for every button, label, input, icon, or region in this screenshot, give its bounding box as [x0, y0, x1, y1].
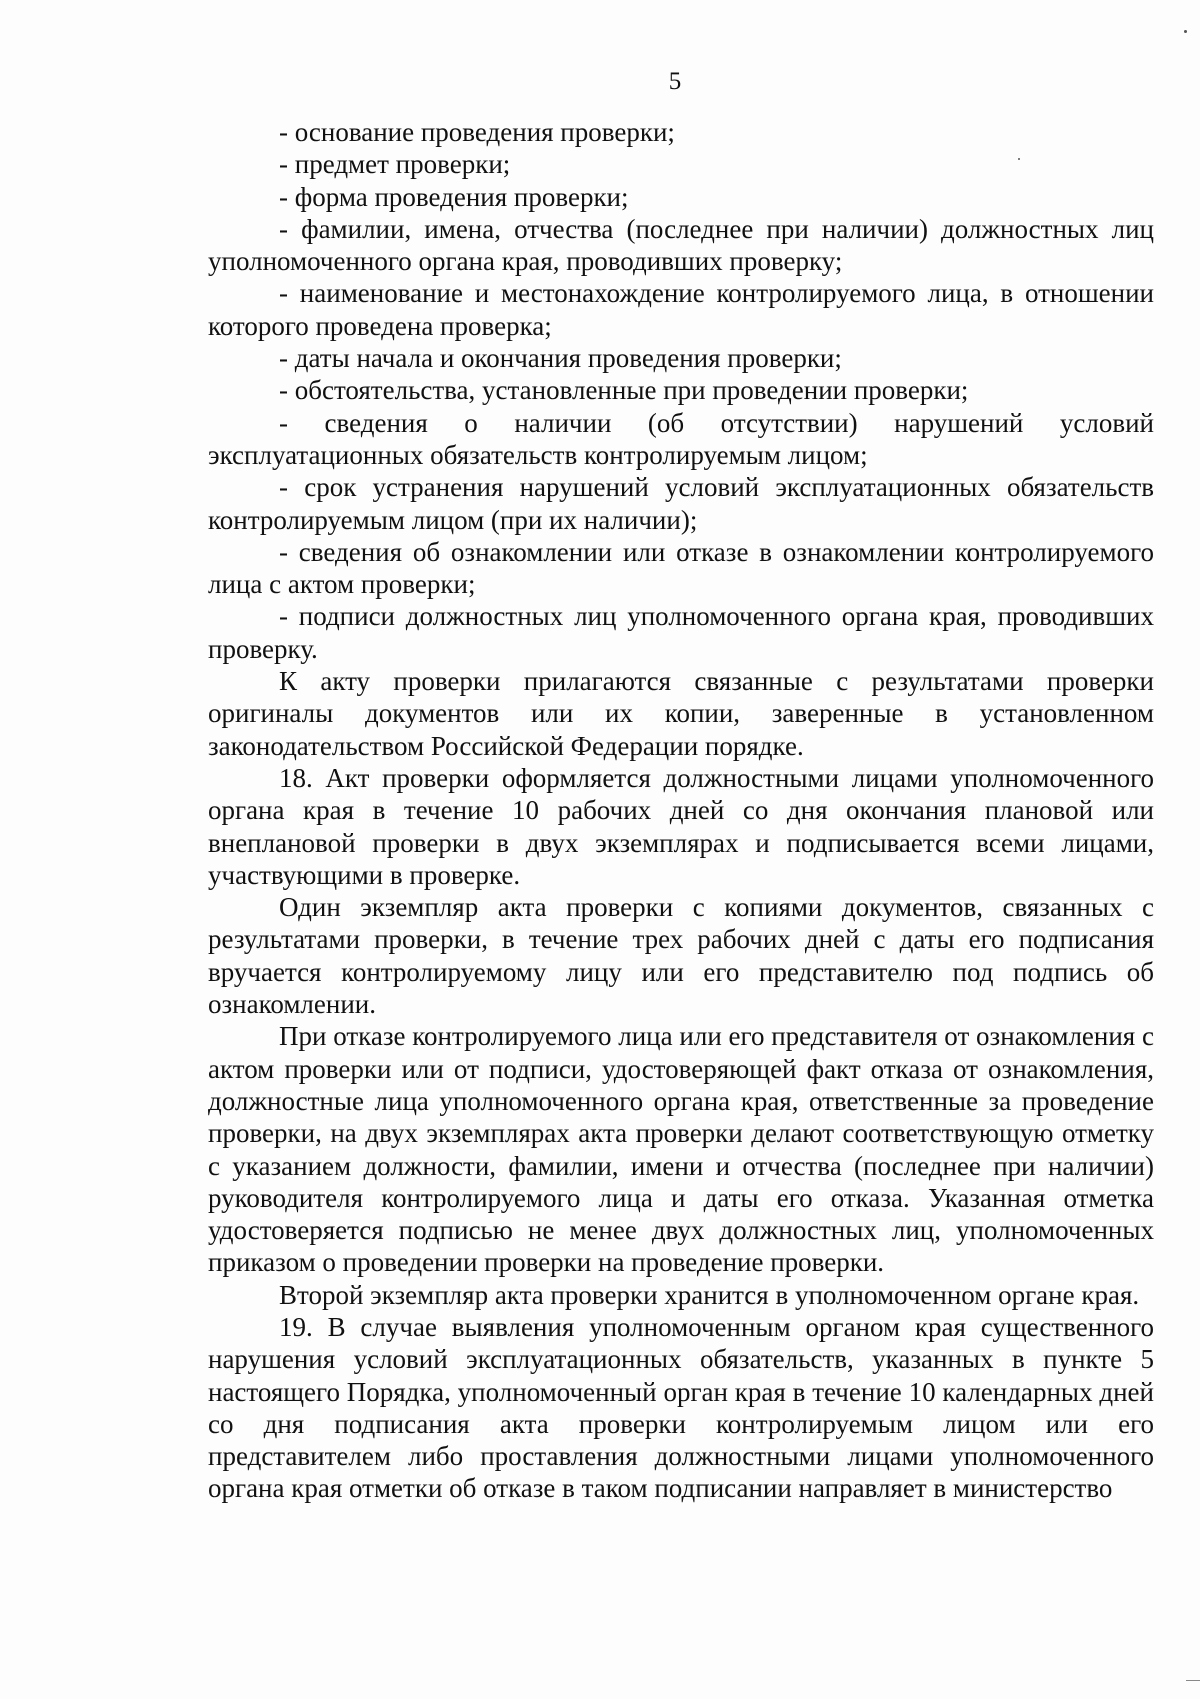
list-item-acquaintance: - сведения об ознакомлении или отказе в ознакомлении контролируемого лица с актом проверки;: [208, 536, 1154, 600]
list-item-officials: - фамилии, имена, отчества (последнее при наличии) должностных лиц уполномоченного органа края, проводивших проверку;: [208, 213, 1154, 277]
paragraph-attachments: К акту проверки прилагаются связанные с результатами проверки оригиналы документов или их копии, заверенные в установленном законодательством Российской Федерации порядке.: [208, 666, 1154, 761]
list-item-deadline: - срок устранения нарушений условий эксплуатационных обязательств контролируемым лицом (при их наличии);: [208, 472, 1154, 535]
list-item-subject: - предмет проверки;: [279, 149, 511, 180]
list-item-controlled-person: - наименование и местонахождение контролируемого лица, в отношении которого проведена проверка;: [208, 278, 1154, 341]
scan-speck: [1018, 158, 1020, 160]
paragraph-copy-one: Один экземпляр акта проверки с копиями документов, связанных с результатами проверки, в течение трех рабочих дней с даты его подписания вручается контролируемому лицу или его представителю под подпись об ознакомлении.: [208, 892, 1154, 1020]
paragraph-copy-two: Второй экземпляр акта проверки хранится в уполномоченном органе края.: [279, 1279, 1140, 1310]
list-item-dates: - даты начала и окончания проведения проверки;: [279, 343, 842, 374]
list-item-signatures: - подписи должностных лиц уполномоченного органа края, проводивших проверку.: [208, 601, 1154, 664]
list-item-form: - форма проведения проверки;: [279, 181, 629, 212]
list-item-basis: - основание проведения проверки;: [279, 117, 675, 147]
scan-mark: [1186, 1680, 1200, 1681]
page-number: 5: [668, 68, 682, 95]
paragraph-refusal: При отказе контролируемого лица или его представителя от ознакомления с актом проверки или от подписи, удостоверяющей факт отказа от ознакомления, должностные лица уполномоченного органа края, ответственные за проведение проверки, на двух экземплярах акта проверки делают соответствующую отметку с указанием должности, фамилии, имени и отчества (последнее при наличии) руководителя контролируемого лица и даты его отказа. Указанная отметка удостоверяется подписью не менее двух должностных лиц, уполномоченных приказом о проведении проверки на проведение проверки.: [208, 1021, 1154, 1278]
paragraph-18: 18. Акт проверки оформляется должностными лицами уполномоченного органа края в течение 10 рабочих дней со дня окончания плановой или внеплановой проверки в двух экземплярах и подписывается всеми лицами, участвующими в проверке.: [208, 762, 1154, 890]
scan-speck: [1184, 30, 1187, 33]
paragraph-19: 19. В случае выявления уполномоченным органом края существенного нарушения условий эксплуатационных обязательств, указанных в пункте 5 настоящего Порядка, уполномоченный орган края в течение 10 календарных дней со дня подписания акта проверки контролируемым лицом или его представителем либо проставления должностными лицами уполномоченного органа края отметки об отказе в таком подписании направляет в министерство: [208, 1311, 1154, 1504]
list-item-violations: - сведения о наличии (об отсутствии) нарушений условий эксплуатационных обязательств контролируемым лицом;: [208, 407, 1154, 470]
list-item-circumstances: - обстоятельства, установленные при проведении проверки;: [279, 375, 969, 406]
document-body: [208, 116, 1154, 1505]
